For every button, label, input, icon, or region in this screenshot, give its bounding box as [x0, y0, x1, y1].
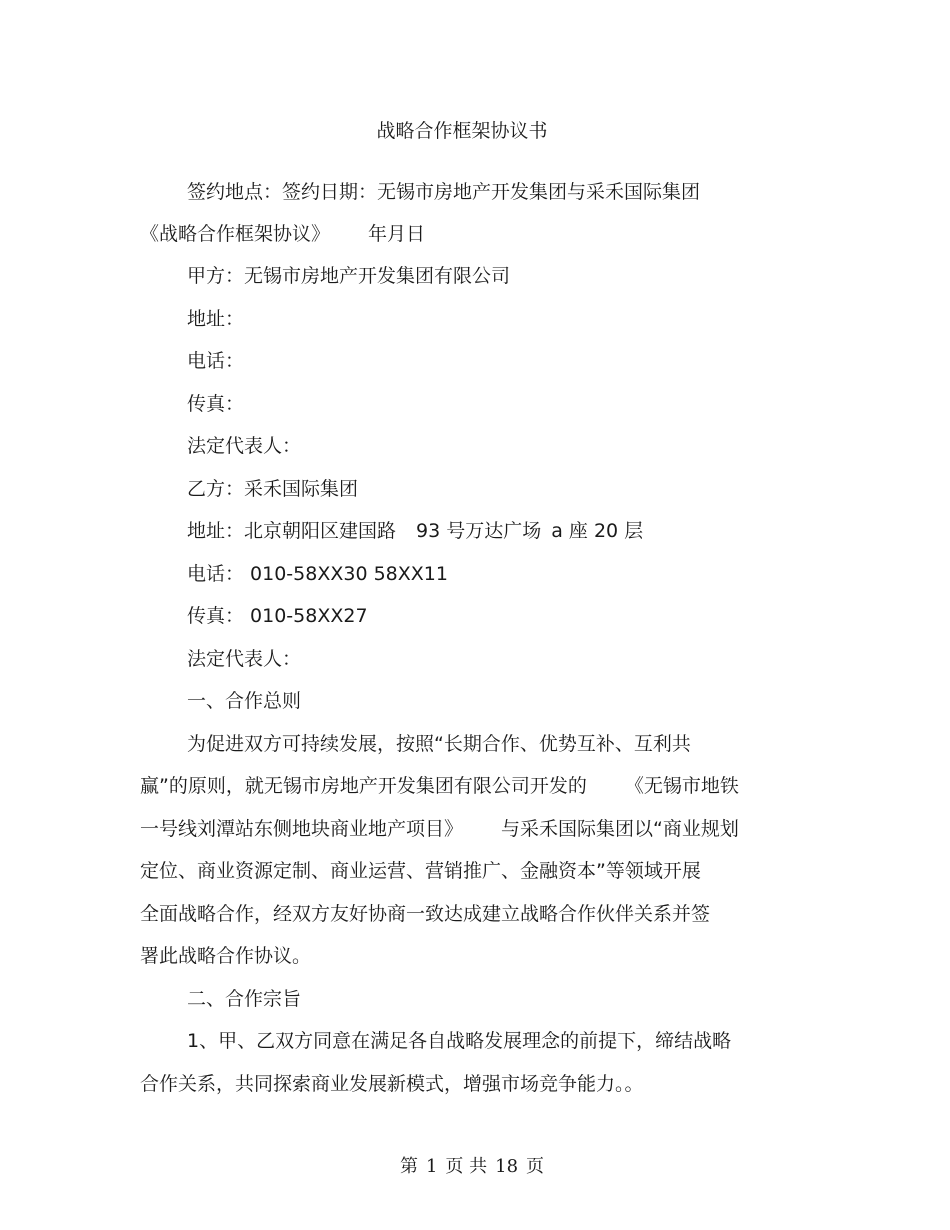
party-b-label: 乙方：采禾国际集团 [187, 478, 359, 500]
party-b-address-floor: a 座 20 层 [551, 520, 644, 542]
party-a-representative: 法定代表人： [187, 435, 302, 457]
current-page-number: 1 [425, 1156, 438, 1177]
section-2-heading: 二、合作宗旨 [187, 988, 302, 1010]
party-a-address: 地址： [187, 308, 245, 330]
total-pages-number: 18 [495, 1156, 519, 1177]
signing-date: 年月日 [368, 223, 426, 245]
party-a-fax: 传真： [187, 393, 245, 415]
party-b-phone: 电话： 010-58XX30 58XX11 [187, 563, 448, 585]
page-label-suffix: 页 [526, 1156, 545, 1177]
page-label-prefix: 第 [399, 1156, 418, 1177]
party-b-representative: 法定代表人： [187, 648, 302, 670]
section-1-paragraph-line [140, 817, 739, 841]
section-1-heading: 一、合作总则 [187, 690, 302, 712]
party-a-phone: 电话： [187, 350, 245, 372]
page-number-footer [0, 1152, 944, 1178]
party-a-label: 甲方：无锡市房地产开发集团有限公司 [187, 265, 511, 287]
section-1-paragraph-line: 全面战略合作，经双方友好协商一致达成建立战略合作伙伴关系并签 [140, 903, 711, 925]
party-b-fax: 传真： 010-58XX27 [187, 605, 368, 627]
paragraph-text: 《无锡市地铁 [624, 775, 739, 797]
section-1-paragraph-line: 为促进双方可持续发展，按照“长期合作、优势互补、互利共 [187, 733, 691, 755]
party-b-address [187, 519, 643, 543]
agreement-name: 《战略合作框架协议》 [140, 223, 331, 245]
paragraph-text: 赢”的原则，就无锡市房地产开发集团有限公司开发的 [140, 775, 587, 797]
signing-info-line: 签约地点：签约日期：无锡市房地产开发集团与采禾国际集团 [187, 181, 701, 203]
section-1-paragraph-line: 定位、商业资源定制、商业运营、营销推广、金融资本”等领域开展 [140, 860, 701, 882]
paragraph-text: 一号线刘潭站东侧地块商业地产项目》 [140, 818, 464, 840]
section-1-paragraph-line [140, 774, 739, 798]
paragraph-text: 与采禾国际集团以“商业规划 [501, 818, 739, 840]
document-title: 战略合作框架协议书 [376, 120, 548, 142]
party-b-address-street: 地址：北京朝阳区建国路 [187, 520, 397, 542]
section-1-paragraph-line: 署此战略合作协议。 [140, 945, 312, 967]
party-b-address-building: 93 号万达广场 [416, 520, 542, 542]
section-2-paragraph-line: 1、甲、乙双方同意在满足各自战略发展理念的前提下，缔结战略 [187, 1030, 732, 1052]
page-label-middle: 页 共 [445, 1156, 488, 1177]
agreement-name-line [140, 222, 425, 246]
section-2-paragraph-line: 合作关系，共同探索商业发展新模式，增强市场竞争能力。。 [140, 1073, 644, 1095]
